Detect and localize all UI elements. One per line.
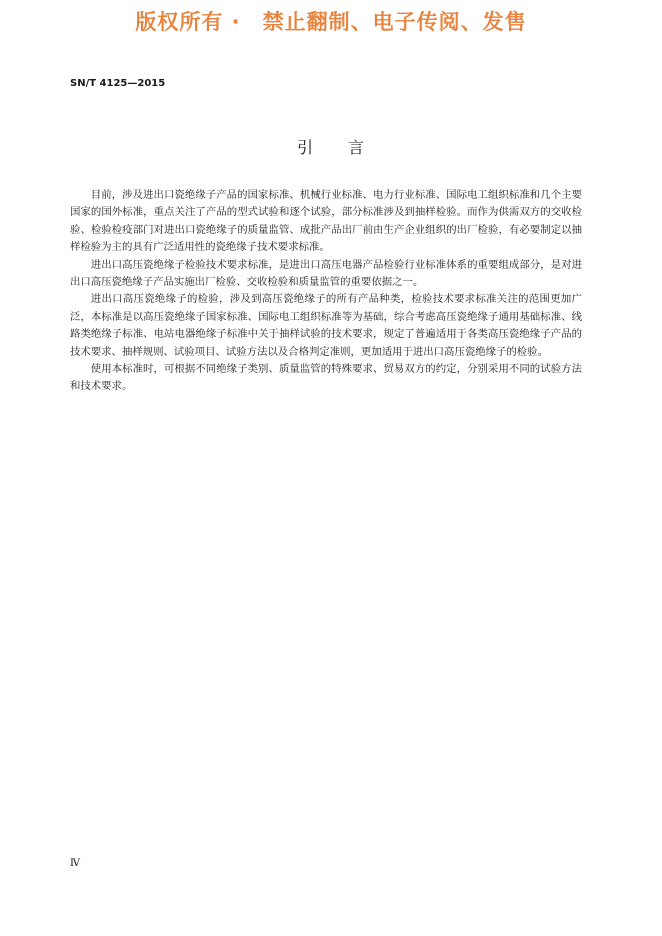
paragraph-3: 进出口高压瓷绝缘子的检验，涉及到高压瓷绝缘子的所有产品种类，检验技术要求标准关注的范围更加广泛，本标准是以高压瓷绝缘子国家标准、国际电工组织标准等为基础，综合考虑高压瓷绝缘子通用基础标准、线路类绝缘子标准、电站电器绝缘子标准中关于抽样试验的技术要求，规定了普遍适用于各类高压瓷绝缘子产品的技术要求、抽样规则、试验项目、试验方法以及合格判定准则，更加适用于进出口高压瓷绝缘子的检验。 xyxy=(70,293,582,358)
page-number: Ⅳ xyxy=(70,858,80,869)
standard-code: SN/T 4125—2015 xyxy=(70,78,166,89)
section-title-char-2: 言 xyxy=(348,138,366,157)
section-title-char-1: 引 xyxy=(296,138,314,157)
copyright-watermark: 版权所有 · 禁止翻制、电子传阅、发售 xyxy=(135,10,527,34)
paragraph-1: 目前，涉及进出口瓷绝缘子产品的国家标准、机械行业标准、电力行业标准、国际电工组织标准和几个主要国家的国外标准，重点关注了产品的型式试验和逐个试验，部分标准涉及到抽样检验。而作为供需双方的交收检验、检验检疫部门对进出口瓷绝缘子的质量监管、成批产品出厂前由生产企业组织的出厂检验，有必要制定以抽样检验为主的具有广泛适用性的瓷绝缘子技术要求标准。 xyxy=(70,189,582,254)
paragraph-2: 进出口高压瓷绝缘子检验技术要求标准，是进出口高压电器产品检验行业标准体系的重要组成部分，是对进出口高压瓷绝缘子产品实施出厂检验、交收检验和质量监管的重要依据之一。 xyxy=(70,258,582,289)
section-title xyxy=(0,135,662,158)
introduction-body xyxy=(70,187,582,396)
paragraph-4: 使用本标准时，可根据不同绝缘子类别、质量监管的特殊要求、贸易双方的约定，分别采用不同的试验方法和技术要求。 xyxy=(70,363,582,393)
